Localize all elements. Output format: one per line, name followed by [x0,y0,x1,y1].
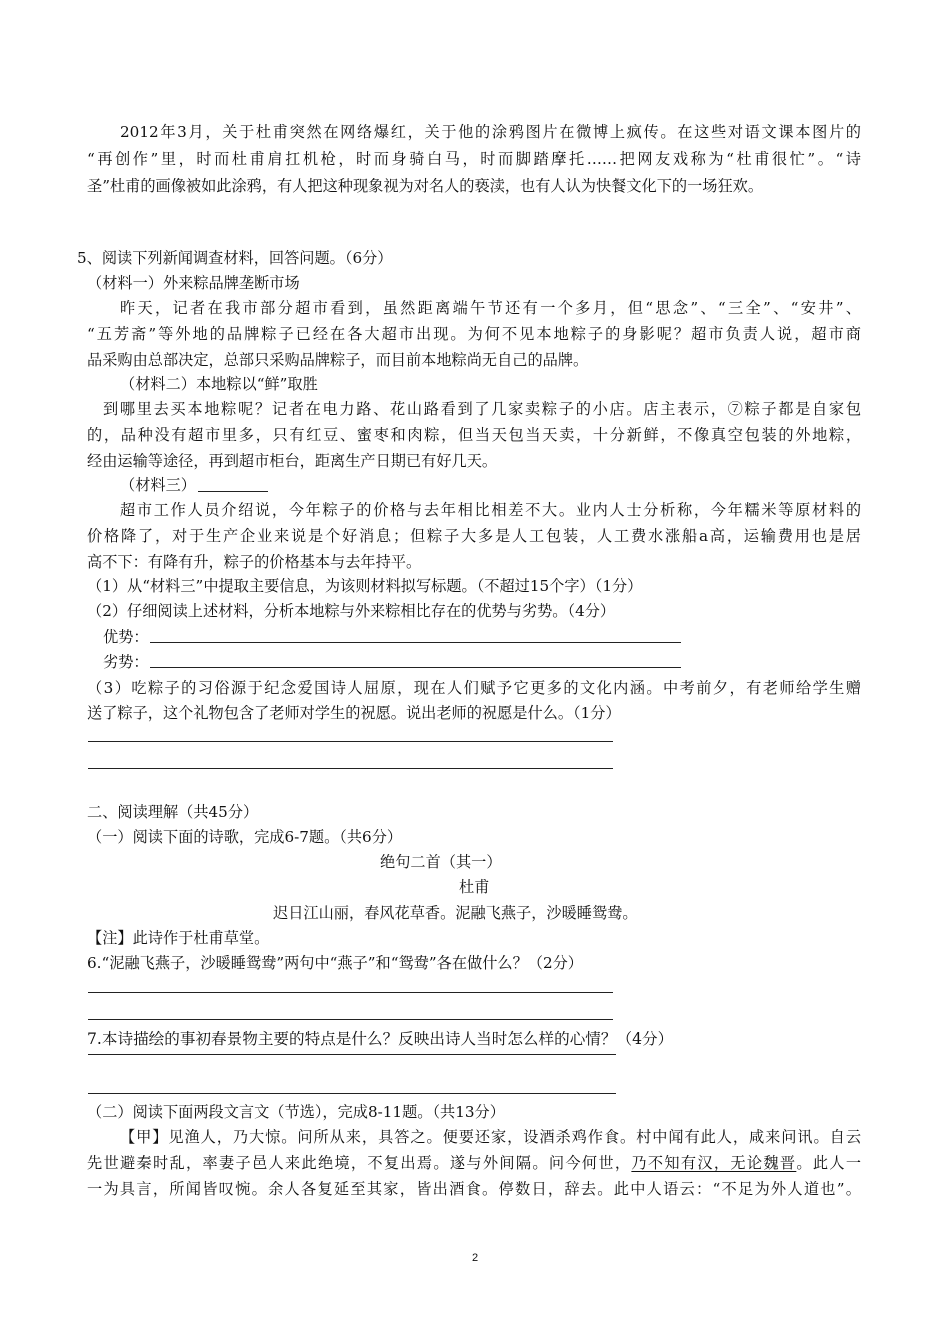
material-2-line-1: 到哪里去买本地粽呢？记者在电力路、花山路看到了几家卖粽子的小店。店主表示，⑦粽子都是自家包 [103,400,861,418]
wenyan-section-intro: （二）阅读下面两段文言文（节选），完成8-11题。（共13分） [87,1103,505,1121]
passage-jia-line-1: 【甲】见渔人，乃大惊。问所从来，具答之。便要还家，设酒杀鸡作食。村中闻有此人，咸来问讯。自云 [120,1128,861,1146]
q5-sub-3-line-2: 送了粽子，这个礼物包含了老师对学生的祝愿。说出老师的祝愿是什么。（1分） [87,704,621,722]
disadvantage-answer-line[interactable] [150,667,681,668]
material-3-line-3: 高不下：有降有升，粽子的价格基本与去年持平。 [87,553,422,571]
intro-line-2: “再创作”里，时而杜甫肩扛机枪，时而身骑白马，时而脚踏摩托……把网友戏称为“杜甫很忙”。“诗 [87,150,861,168]
material-3-title-text: （材料三） [120,476,196,494]
poem-section-intro: （一）阅读下面的诗歌，完成6-7题。（共6分） [87,828,403,846]
advantage-answer-line[interactable] [150,642,681,643]
part-2-title: 二、阅读理解（共45分） [87,803,259,821]
material-3-line-2: 价格降了，对于生产企业来说是个好消息；但粽子大多是人工包装，人工费水涨船a高，运输费用也是居 [87,527,861,545]
q5-sub-1: （1）从“材料三”中提取主要信息，为该则材料拟写标题。（不超过15个字）（1分） [87,577,643,595]
q7-answer-line-1[interactable] [88,1054,616,1055]
q6-text: 6.“泥融飞燕子，沙暖睡鸳鸯”两句中“燕子”和“鸳鸯”各在做什么？（2分） [87,954,583,972]
q5-title: 5、阅读下列新闻调查材料，回答问题。（6分） [77,249,393,267]
q6-answer-line-1[interactable] [88,992,613,993]
page-number: 2 [471,1252,479,1264]
q5-sub-3-line-1: （3）吃粽子的习俗源于纪念爱国诗人屈原，现在人们赋予它更多的文化内涵。中考前夕，有老师给学生赠 [87,679,861,697]
passage-jia-line-2 [87,1153,861,1173]
passage-jia-underlined-phrase: 乃不知有汉，无论魏晋 [631,1154,797,1172]
passage-jia-line-2-start: 先世避秦时乱，率妻子邑人来此绝境，不复出焉。遂与外间隔。问今何世， [87,1154,632,1172]
q5-sub-2: （2）仔细阅读上述材料，分析本地粽与外来粽相比存在的优势与劣势。（4分） [87,602,616,620]
poem-note: 【注】此诗作于杜甫草堂。 [87,929,270,947]
material-3-title-blank[interactable] [198,476,268,492]
disadvantage-label: 劣势： [103,653,149,671]
material-3-title [120,475,268,495]
passage-jia-line-2-end: 。此人一 [796,1154,862,1172]
passage-jia-line-3: 一为具言，所闻皆叹惋。余人各复延至其家，皆出酒食。停数日，辞去。此中人语云：“不足为外人道也”。 [87,1180,861,1198]
intro-line-1: 2012年3月，关于杜甫突然在网络爆红，关于他的涂鸦图片在微博上疯传。在这些对语文课本图片的 [120,123,861,141]
poem-title: 绝句二首（其一） [380,853,502,871]
poem-text: 迟日江山丽，春风花草香。泥融飞燕子，沙暖睡鸳鸯。 [273,904,638,922]
q7-answer-line-2[interactable] [88,1093,616,1094]
q7-text: 7.本诗描绘的事初春景物主要的特点是什么？反映出诗人当时怎么样的心情？（4分） [87,1030,674,1048]
advantage-label: 优势： [103,628,149,646]
q6-answer-line-2[interactable] [88,1019,613,1020]
q5-sub-3-answer-line-2[interactable] [88,768,613,769]
material-1-line-1: 昨天，记者在我市部分超市看到，虽然距离端午节还有一个多月，但“思念”、“三全”、“安井”、 [120,299,861,317]
material-1-line-3: 品采购由总部决定，总部只采购品牌粽子，而目前本地粽尚无自己的品牌。 [87,351,589,369]
poem-author: 杜甫 [459,878,490,896]
material-1-line-2: “五芳斋”等外地的品牌粽子已经在各大超市出现。为何不见本地粽子的身影呢？超市负责人说，超市商 [87,325,861,343]
q5-sub-3-answer-line-1[interactable] [88,741,613,742]
material-3-line-1: 超市工作人员介绍说，今年粽子的价格与去年相比相差不大。业内人士分析称，今年糯米等原材料的 [120,501,861,519]
intro-line-3: 圣”杜甫的画像被如此涂鸦，有人把这种现象视为对名人的亵渎，也有人认为快餐文化下的一场狂欢。 [87,177,764,195]
material-2-line-2: 的，品种没有超市里多，只有红豆、蜜枣和肉粽，但当天包当天卖，十分新鲜，不像真空包装的外地粽， [87,426,861,444]
material-1-title: （材料一）外来粽品牌垄断市场 [87,274,300,292]
material-2-line-3: 经由运输等途径，再到超市柜台，距离生产日期已有好几天。 [87,452,498,470]
material-2-title: （材料二）本地粽以“鲜”取胜 [120,375,318,393]
